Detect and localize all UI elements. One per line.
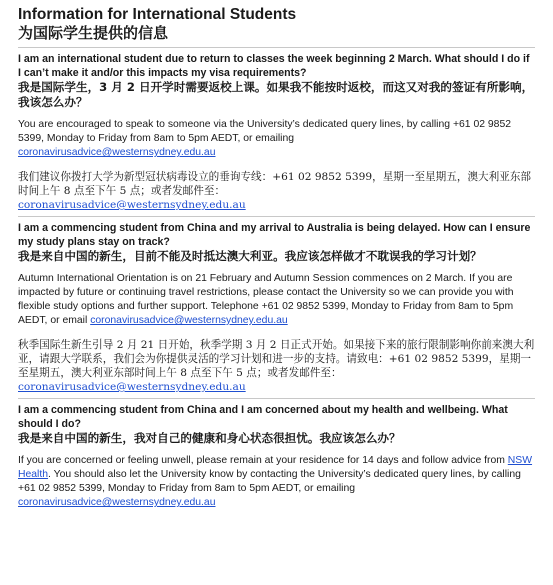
question-english: I am a commencing student from China and my arrival to Australia is being delayed. How can I ensure my study plans stay on track? <box>18 222 531 248</box>
email-link-chinese[interactable]: coronavirusadvice@westernsydney.edu.au <box>18 381 246 393</box>
faq-section-delayed-arrival <box>18 222 535 394</box>
question-english: I am an international student due to return to classes the week beginning 2 March. What should I do if I can’t make it and/or this impacts my visa requirements? <box>18 53 530 79</box>
faq-section-visa <box>18 53 535 212</box>
question-english: I am a commencing student from China and I am concerned about my health and wellbeing. What should I do? <box>18 404 508 430</box>
answer-text: You are encouraged to speak to someone via the University’s dedicated query lines, by calling +61 02 9852 5399, Monday to Friday from 8am to 5pm AEDT, or emailing <box>18 119 512 144</box>
faq-section-health <box>18 404 535 510</box>
answer-text-chinese: 我们建议你拨打大学为新型冠状病毒设立的垂询专线：+61 02 9852 5399，星期一至星期五，澳大利亚东部时间上午 8 点至下午 5 点；或者发邮件至： <box>18 171 532 197</box>
answer-text-chinese: 秋季国际生新生引导 2 月 21 日开始，秋季学期 3 月 2 日正式开始。如果接下来的旅行限制影响你前来澳大利亚，请跟大学联系，我们会为你提供灵活的学习计划和进一步的支持。请致电：+61 02 9852 5399，星期一至星期五，澳大利亚东部时间上午 8 点至下午 5 点；或者发邮件至： <box>18 339 535 379</box>
answer-chinese <box>18 170 535 212</box>
nsw-health-link[interactable]: NSW Health <box>18 455 533 480</box>
email-link[interactable]: coronavirusadvice@westernsydney.edu.au <box>90 315 288 326</box>
page-title: Information for International Students <box>18 6 297 23</box>
question-chinese: 我是国际学生，3 月 2 日开学时需要返校上课。如果我不能按时返校，而这又对我的签证有所影响，我该怎么办？ <box>18 80 534 109</box>
question-chinese: 我是来自中国的新生，目前不能及时抵达澳大利亚。我应该怎样做才不耽误我的学习计划？ <box>18 249 482 263</box>
question-chinese: 我是来自中国的新生，我对自己的健康和身心状态很担忧。我应该怎么办？ <box>18 431 401 445</box>
page-title-chinese: 为国际学生提供的信息 <box>18 24 169 42</box>
answer-english <box>18 272 535 328</box>
section-divider <box>18 398 535 399</box>
answer-english <box>18 118 535 160</box>
answer-english <box>18 454 535 510</box>
email-link[interactable]: coronavirusadvice@westernsydney.edu.au <box>18 147 216 158</box>
answer-text: Autumn International Orientation is on 21 February and Autumn Session commences on 2 March. If you are impacted by future or continuing travel restrictions, please contact the University so we can provide you with flexible study options and further support. Telephone +61 02 9852 5399, Monday to Friday from 8am to 5pm AEDT, or email <box>18 273 514 326</box>
answer-chinese <box>18 338 535 394</box>
section-divider <box>18 216 535 217</box>
answer-text-continued: . You should also let the University know by contacting the University’s dedicated query lines, by calling +61 02 9852 5399, Monday to Friday from 8am to 5pm AEDT, or emailing <box>18 469 521 494</box>
section-divider <box>18 47 535 48</box>
email-link-chinese[interactable]: coronavirusadvice@westernsydney.edu.au <box>18 199 246 211</box>
email-link[interactable]: coronavirusadvice@westernsydney.edu.au <box>18 497 216 508</box>
answer-text: If you are concerned or feeling unwell, please remain at your residence for 14 days and follow advice from <box>18 455 505 466</box>
